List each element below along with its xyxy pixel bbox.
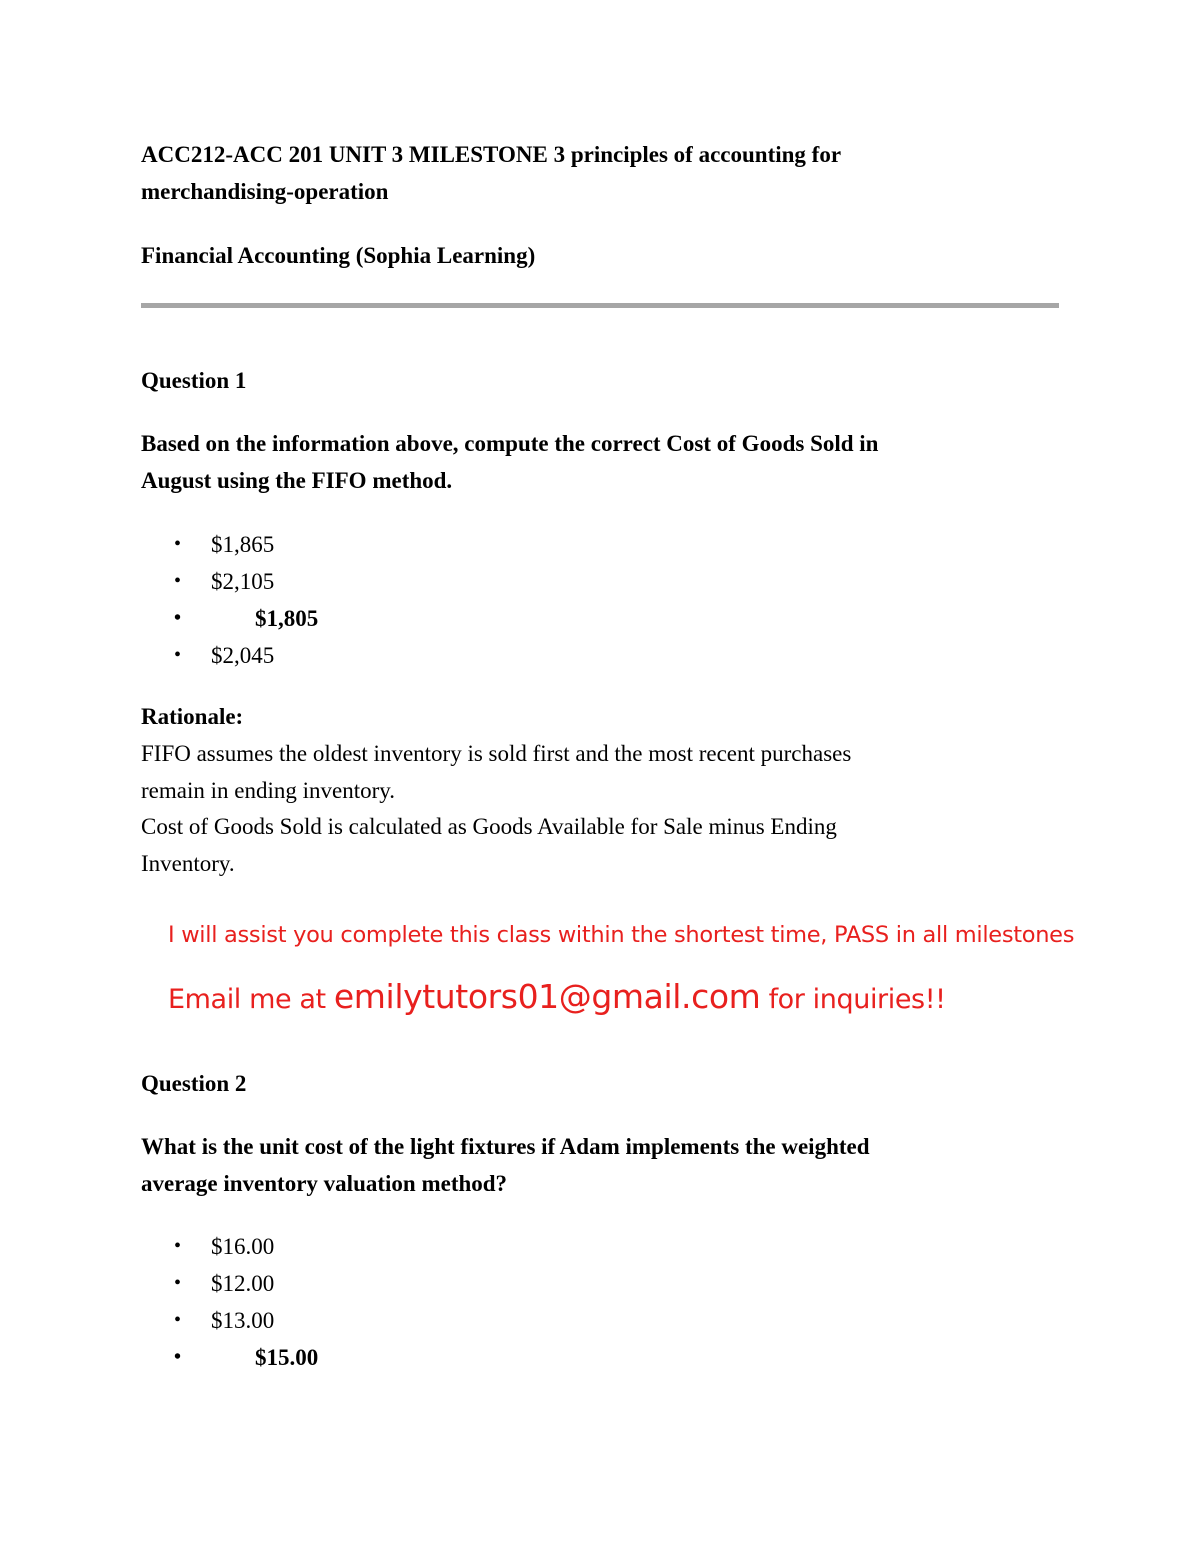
question-1-option [141, 637, 318, 674]
option-label: $15.00 [255, 1345, 319, 1370]
bullet-icon: • [174, 1272, 182, 1294]
promo-email-prefix: Email me at [168, 984, 334, 1015]
question-1-option [141, 563, 318, 600]
rationale-label: Rationale: [141, 704, 244, 729]
question-2-options [141, 1228, 318, 1376]
question-2-option [141, 1228, 318, 1265]
option-label: $2,105 [211, 569, 275, 594]
question-1-prompt-line-2: August using the FIFO method. [141, 468, 453, 493]
bullet-icon: • [174, 1309, 182, 1331]
promo-message: I will assist you complete this class within the shortest time, PASS in all milestones [168, 922, 1075, 948]
document-title-line-2: merchandising-operation [141, 179, 389, 204]
question-1-option [141, 526, 318, 563]
horizontal-divider [141, 303, 1059, 308]
question-1-option-correct [141, 600, 318, 637]
rationale-line-2: remain in ending inventory. [141, 778, 395, 803]
bullet-icon: • [174, 1346, 182, 1368]
promo-email-address: emilytutors01@gmail.com [333, 977, 761, 1016]
question-2-option [141, 1265, 318, 1302]
option-label: $13.00 [211, 1308, 275, 1333]
option-label: $1,865 [211, 532, 275, 557]
option-label: $2,045 [211, 643, 275, 668]
bullet-icon: • [174, 644, 182, 666]
option-label: $12.00 [211, 1271, 275, 1296]
question-2-heading: Question 2 [141, 1071, 247, 1096]
question-2-option-correct [141, 1339, 318, 1376]
bullet-icon: • [174, 570, 182, 592]
document-title-line-1: ACC212-ACC 201 UNIT 3 MILESTONE 3 principles of accounting for [141, 142, 842, 167]
question-1-options [141, 526, 318, 674]
option-label: $1,805 [255, 606, 319, 631]
bullet-icon: • [174, 607, 182, 629]
bullet-icon: • [174, 533, 182, 555]
rationale-line-1: FIFO assumes the oldest inventory is sold first and the most recent purchases [141, 741, 852, 766]
question-2-prompt-line-2: average inventory valuation method? [141, 1171, 508, 1196]
question-1-heading: Question 1 [141, 368, 247, 393]
option-label: $16.00 [211, 1234, 275, 1259]
question-2-option [141, 1302, 318, 1339]
rationale-line-4: Inventory. [141, 851, 235, 876]
promo-email-line [168, 977, 946, 1016]
question-1-prompt-line-1: Based on the information above, compute the correct Cost of Goods Sold in [141, 431, 879, 456]
bullet-icon: • [174, 1235, 182, 1257]
question-2-prompt-line-1: What is the unit cost of the light fixtures if Adam implements the weighted [141, 1134, 870, 1159]
promo-email-suffix: for inquiries!! [760, 984, 946, 1015]
rationale-line-3: Cost of Goods Sold is calculated as Goods Available for Sale minus Ending [141, 814, 837, 839]
document-subtitle: Financial Accounting (Sophia Learning) [141, 243, 536, 268]
